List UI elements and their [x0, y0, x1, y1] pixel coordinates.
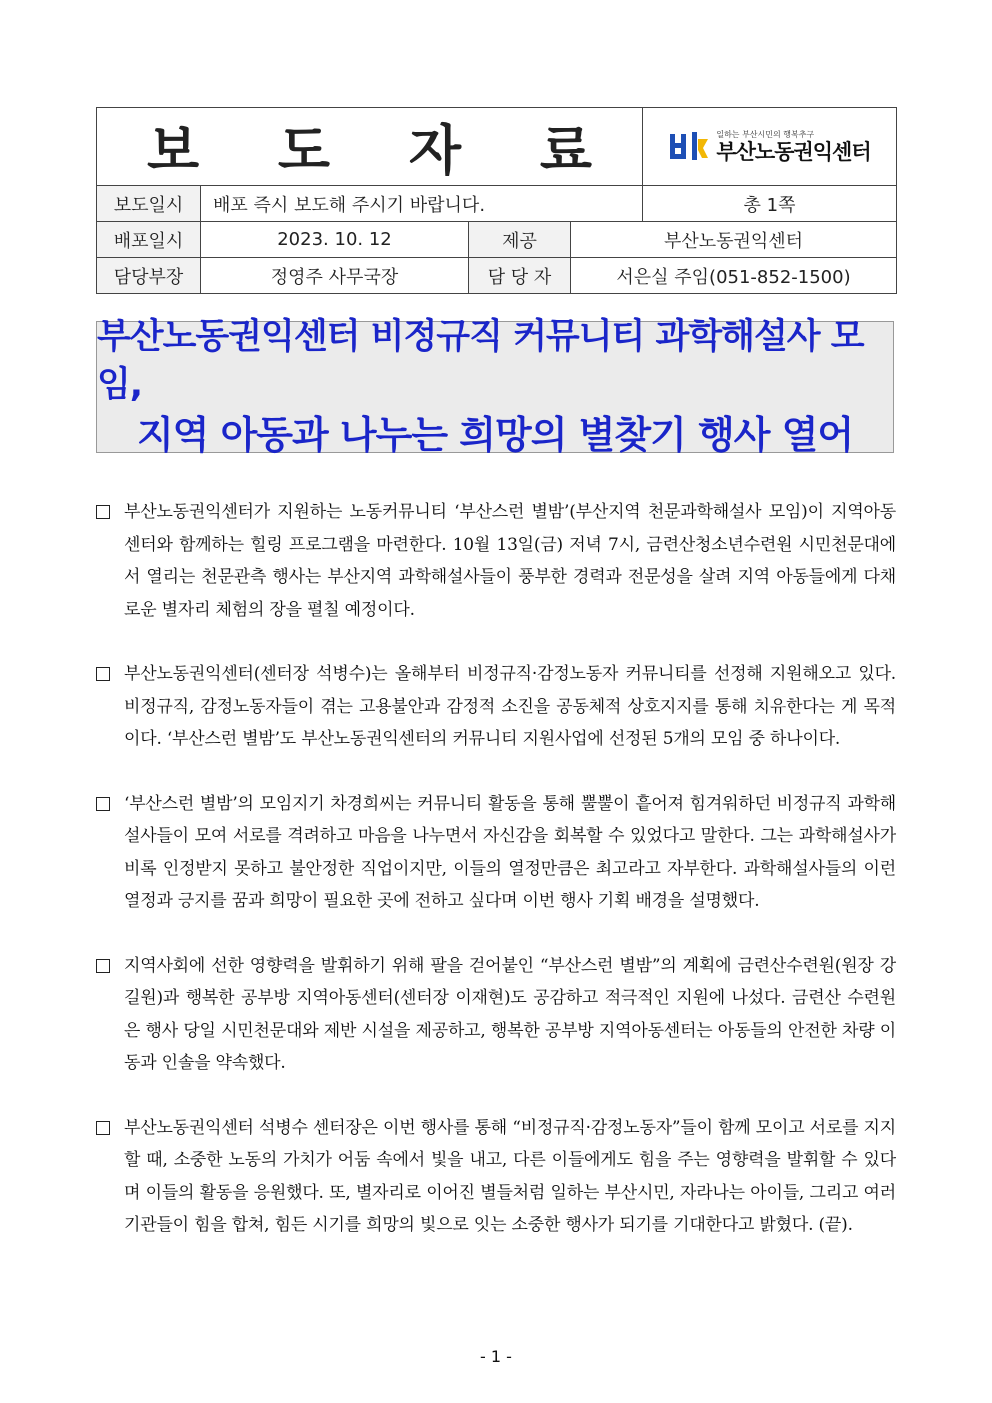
checkbox-bullet-icon	[96, 667, 110, 681]
paragraph-text: 부산노동권익센터 석병수 센터장은 이번 행사를 통해 “비정규직·감정노동자”들이 함께 모이고 서로를 지지할 때, 소중한 노동의 가치가 어둠 속에서 빛을 내고, 다른 이들에게도 힘을 주는 영향력을 발휘할 수 있다며 이들의 활동을 응원했다. 또, 별자리로 이어진 별들처럼 일하는 부산시민, 자라나는 아이들, 그리고 여러 기관들이 힘을 합쳐, 힘든 시기를 희망의 빛으로 잇는 소중한 행사가 되기를 기대한다고 밝혔다. (끝).	[124, 1117, 896, 1235]
provider-value: 부산노동권익센터	[571, 222, 897, 258]
headline-box	[96, 317, 894, 457]
checkbox-bullet-icon	[96, 505, 110, 519]
paragraph	[96, 950, 896, 1080]
document-title: 보 도 자 료	[97, 108, 643, 186]
press-release-header-table	[96, 107, 897, 294]
center-logo	[643, 130, 896, 164]
checkbox-bullet-icon	[96, 1121, 110, 1135]
paragraph-text: 부산노동권익센터가 지원하는 노동커뮤니티 ‘부산스런 별밤’(부산지역 천문과학해설사 모임)이 지역아동센터와 함께하는 힐링 프로그램을 마련한다. 10월 13일(금) 저녁 7시, 금련산청소년수련원 시민천문대에서 열리는 천문관측 행사는 부산지역 과학해설사들이 풍부한 경력과 전문성을 살려 지역 아동들에게 다채로운 별자리 체험의 장을 펼칠 예정이다.	[124, 502, 896, 620]
logo-slogan: 일하는 부산시민의 행복추구	[716, 129, 815, 139]
checkbox-bullet-icon	[96, 959, 110, 973]
distribution-date-value: 2023. 10. 12	[201, 222, 469, 258]
logo-mark-icon	[668, 130, 710, 164]
page-count: 총 1쪽	[643, 186, 897, 222]
manager-label: 담당부장	[97, 258, 201, 294]
logo-name: 부산노동권익센터	[716, 139, 871, 164]
paragraph	[96, 1112, 896, 1242]
logo-cell	[643, 108, 897, 186]
paragraph-text: 지역사회에 선한 영향력을 발휘하기 위해 팔을 걷어붙인 “부산스런 별밤”의 계획에 금련산수련원(원장 강길원)과 행복한 공부방 지역아동센터(센터장 이재현)도 공감하고 적극적인 지원에 나섰다. 금련산 수련원은 행사 당일 시민천문대와 제반 시설을 제공하고, 행복한 공부방 지역아동센터는 아동들의 안전한 차량 이동과 인솔을 약속했다.	[124, 955, 896, 1073]
headline-line-1: 부산노동권익센터 비정규직 커뮤니티 과학해설사 모임,	[97, 317, 864, 405]
headline-line-2: 지역 아동과 나누는 희망의 별찾기 행사 열어	[136, 413, 854, 457]
contact-value: 서은실 주임(051-852-1500)	[571, 258, 897, 294]
paragraph	[96, 788, 896, 918]
paragraph-text: 부산노동권익센터(센터장 석병수)는 올해부터 비정규직·감정노동자 커뮤니티를 선정해 지원해오고 있다. 비정규직, 감정노동자들이 겪는 고용불안과 감정적 소진을 공동체적 상호지지를 통해 치유한다는 게 목적이다. ‘부산스런 별밤’도 부산노동권익센터의 커뮤니티 지원사업에 선정된 5개의 모임 중 하나이다.	[124, 664, 896, 749]
release-date-label: 보도일시	[97, 186, 201, 222]
page-number: - 1 -	[480, 1347, 512, 1366]
manager-value: 정영주 사무국장	[201, 258, 469, 294]
release-date-value: 배포 즉시 보도해 주시기 바랍니다.	[201, 186, 643, 222]
distribution-date-label: 배포일시	[97, 222, 201, 258]
contact-label: 담 당 자	[469, 258, 571, 294]
paragraph	[96, 658, 896, 756]
provider-label: 제공	[469, 222, 571, 258]
article-body	[96, 496, 896, 1274]
paragraph-text: ‘부산스런 별밤’의 모임지기 차경희씨는 커뮤니티 활동을 통해 뿔뿔이 흩어져 힘겨워하던 비정규직 과학해설사들이 모여 서로를 격려하고 마음을 나누면서 자신감을 회복할 수 있었다고 말한다. 그는 과학해설사가 비록 인정받지 못하고 불안정한 직업이지만, 이들의 열정만큼은 최고라고 자부한다. 과학해설사들의 이런 열정과 긍지를 꿈과 희망이 필요한 곳에 전하고 싶다며 이번 행사 기획 배경을 설명했다.	[124, 793, 896, 911]
checkbox-bullet-icon	[96, 797, 110, 811]
paragraph	[96, 496, 896, 626]
